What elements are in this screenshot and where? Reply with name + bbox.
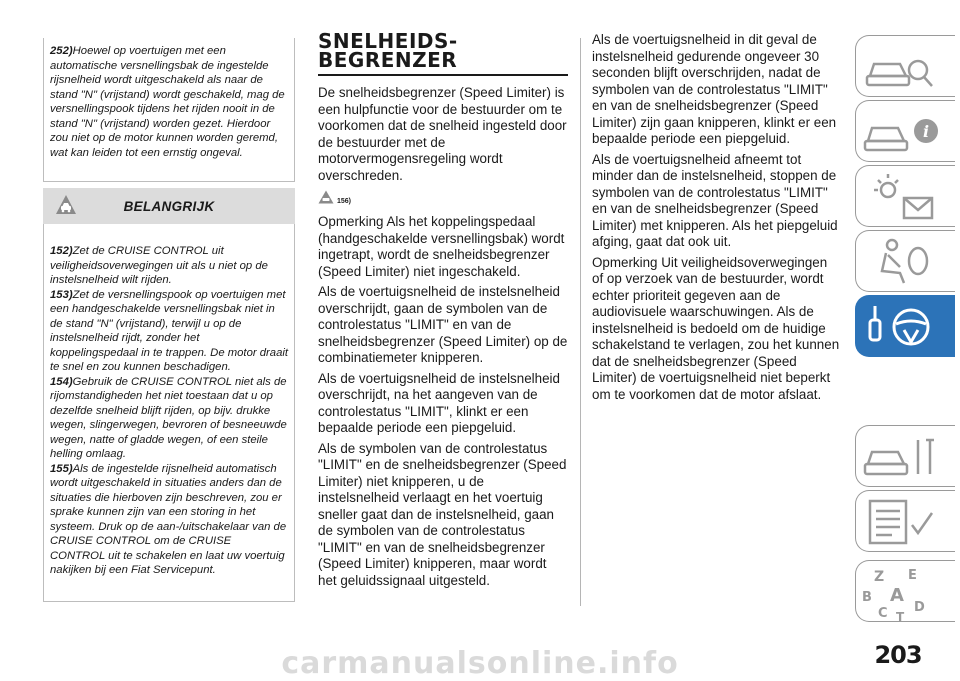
- important-notes-box: [43, 224, 295, 602]
- section-title: SNELHEIDS- BEGRENZER: [318, 32, 568, 76]
- tab-warning-lights[interactable]: [855, 165, 955, 227]
- page-number: 203: [874, 641, 922, 669]
- car-info-icon: [856, 101, 956, 163]
- paragraph: Als de voertuigsnelheid afneemt tot minder dan de instelsnelheid, stoppen de symbolen van de controlestatus "LIMIT" en van de snelheidsbegrenzer (Speed Limiter) met knipperen. Als het piepgeluid afging, gaat dat ook uit.: [592, 151, 838, 249]
- paragraph: Als de voertuigsnelheid in dit geval de instelsnelheid gedurende ongeveer 30 seconden blijft overschrijden, nadat de symbolen van de controlestatus "LIMIT" en van de snelheidsbegrenzer (Speed Limiter) zijn gaan knipperen, klinkt er een bepaalde periode een piepgeluid.: [592, 32, 837, 146]
- important-note: 152)Zet de CRUISE CONTROL uit veiligheidsoverwegingen uit als u niet op de instelsnelheid wilt rijden.: [50, 245, 268, 286]
- svg-text:T: T: [896, 610, 905, 623]
- watermark: carmanualsonline.info: [281, 646, 679, 681]
- tab-starting-driving[interactable]: [855, 295, 955, 357]
- tab-car-overview[interactable]: [855, 35, 955, 97]
- reference-number: 156): [337, 198, 352, 205]
- important-header: [43, 188, 295, 224]
- checklist-icon: [856, 491, 956, 553]
- note-text: Hoewel op voertuigen met een automatische versnellingsbak de ingestelde rijsnelheid wordt uitgeschakeld als naar de stand "N" (vrijstand) wordt geschakeld, mag de versnellingspook tijdens het rijden nooit in de stand "N" (vrijstand) worden gezet. Hierdoor zou niet op de motor kunnen worden geremd, wat kan leiden tot een ernstig ongeval.: [50, 45, 285, 159]
- warning-reference: [318, 188, 568, 212]
- alphabet-index-icon: [856, 561, 956, 623]
- svg-text:i: i: [922, 122, 930, 141]
- warning-triangle-icon: [318, 190, 334, 204]
- svg-text:B: B: [862, 590, 872, 605]
- car-tools-icon: [856, 426, 956, 488]
- note-number: 252): [50, 45, 73, 57]
- seat-airbag-icon: [856, 231, 956, 293]
- important-note: 153)Zet de versnellingspook op voertuigen met een handgeschakelde versnellingsbak niet in de stand "N" (vrijstand), terwijl u op de instelsnelheid rijdt, zonder het koppelingspedaal in te trappen. De motor draait te snel en zou kunnen beschadigen.: [50, 288, 289, 373]
- svg-text:E: E: [908, 568, 917, 583]
- warning-lights-envelope-icon: [856, 166, 956, 228]
- important-note: 154)Gebruik de CRUISE CONTROL niet als de rijomstandigheden het niet toestaan dat u op dezelfde snelheid blijft rijden, op bijv. drukke wegen, slingerwegen, bevroren of besneeuwde wegen, natte of gladde wegen, of een steile helling omlaag.: [50, 375, 287, 460]
- key-steering-wheel-icon: [856, 296, 956, 358]
- middle-column: [318, 29, 568, 593]
- svg-text:Z: Z: [874, 569, 885, 585]
- tab-index[interactable]: [855, 560, 955, 622]
- svg-text:C: C: [878, 606, 888, 621]
- paragraph: Als de voertuigsnelheid de instelsnelheid overschrijdt, na het aangeven van de controlestatus "LIMIT", klinkt er een bepaalde periode een piepgeluid.: [318, 370, 560, 435]
- intro-paragraph: De snelheidsbegrenzer (Speed Limiter) is een hulpfunctie voor de bestuurder om te voorkomen dat de snelheid ingesteld door de bestuurder met de motorvermogensregeling wordt overschreden.: [318, 85, 567, 183]
- important-note: 155)Als de ingestelde rijsnelheid automatisch wordt uitgeschakeld in situaties anders dan de situaties die hierboven zijn beschreven, zou er sprake kunnen zijn van een storing in het systeem. Druk op de aan-/uitschakelaar van de CRUISE CONTROL om de CRUISE CONTROL uit te schakelen en laat uw voertuig nakijken bij een Fiat Servicepunt.: [50, 462, 287, 576]
- tab-maintenance[interactable]: [855, 425, 955, 487]
- paragraph: Opmerking Als het koppelingspedaal (handgeschakelde versnellingsbak) wordt ingetrapt, wordt de snelheidsbegrenzer (Speed Limiter) niet ingeschakeld.: [318, 214, 565, 279]
- paragraph: Als de symbolen van de controlestatus "LIMIT" en de snelheidsbegrenzer (Speed Limiter) niet knipperen, u de instelsnelheid verlaagt en het voertuig sneller gaat dan de instelsnelheid, gaan de symbolen van de controlestatus "LIMIT" en van de snelheidsbegrenzer (Speed Limiter) knipperen, maar wordt het geluidssignaal uitgesteld.: [318, 440, 567, 588]
- tab-safety[interactable]: [855, 230, 955, 292]
- svg-text:D: D: [914, 600, 925, 615]
- column-divider: [580, 38, 581, 606]
- paragraph: Opmerking Uit veiligheidsoverwegingen of op verzoek van de bestuurder, wordt echter prioriteit gegeven aan de audiovisuele waarschuwingen. Als de instelsnelheid is bedoeld om de huidige schakelstand te verlagen, zou het kunnen dat de snelheidsbegrenzer (Speed Limiter) de voertuigsnelheid niet beperkt om te voorkomen dat de motor afslaat.: [592, 254, 840, 402]
- svg-text:A: A: [890, 585, 904, 606]
- tab-vehicle-info[interactable]: [855, 100, 955, 162]
- paragraph: Als de voertuigsnelheid de instelsnelheid overschrijdt, gaan de symbolen van de controlestatus "LIMIT" en van de snelheidsbegrenzer (Speed Limiter) op de combinatiemeter knipperen.: [318, 284, 568, 365]
- right-column: [592, 32, 842, 407]
- important-title: BELANGRIJK: [123, 199, 215, 214]
- warning-note-box: [43, 38, 295, 182]
- warning-note: [50, 44, 288, 160]
- car-magnifier-icon: [856, 36, 956, 98]
- tab-technical-data[interactable]: [855, 490, 955, 552]
